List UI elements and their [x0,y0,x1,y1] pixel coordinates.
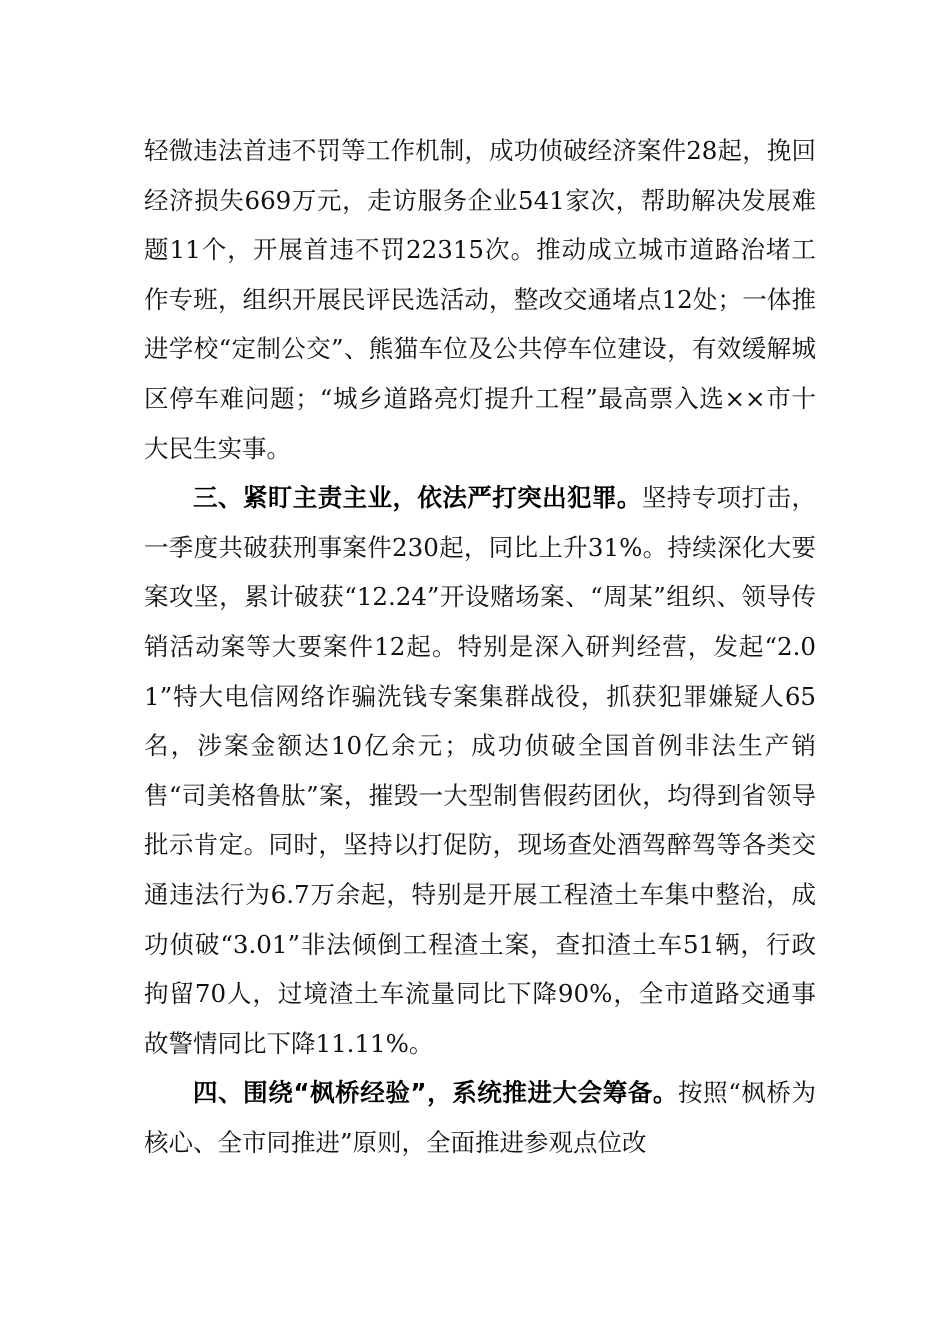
paragraph-2-text: 坚持专项打击，一季度共破获刑事案件230起，同比上升31%。持续深化大要案攻坚，累计破获“12.24”开设赌场案、“周某”组织、领导传销活动案等大要案件12起。特别是深入研判经营，发起“2.01”特大电信网络诈骗洗钱专案集群战役，抓获犯罪嫌疑人65名，涉案金额达10亿余元；成功侦破全国首例非法生产销售“司美格鲁肽”案，摧毁一大型制售假药团伙，均得到省领导批示肯定。同时，坚持以打促防，现场查处酒驾醉驾等各类交通违法行为6.7万余起，特别是开展工程渣土车集中整治，成功侦破“3.01”非法倾倒工程渣土案，查扣渣土车51辆，行政拘留70人，过境渣土车流量同比下降90%，全市道路交通事故警情同比下降11.11%。 [144,483,816,1058]
paragraph-1-text: 轻微违法首违不罚等工作机制，成功侦破经济案件28起，挽回经济损失669万元，走访服务企业541家次，帮助解决发展难题11个，开展首违不罚22315次。推动成立城市道路治堵工作专班，组织开展民评民选活动，整改交通堵点12处；一体推进学校“定制公交”、熊猫车位及公共停车位建设，有效缓解城区停车难问题；“城乡道路亮灯提升工程”最高票入选××市十大民生实事。 [144,136,816,463]
paragraph-2 [144,473,816,1068]
paragraph-3 [144,1068,816,1167]
paragraph-3-text: 按照“枫桥为核心、全市同推进”原则，全面推进参观点位改 [144,1078,816,1157]
section-heading-4: 四、围绕“枫桥经验”，系统推进大会筹备。 [193,1078,679,1108]
paragraph-1 [144,126,816,473]
section-heading-3: 三、紧盯主责主业，依法严打突出犯罪。 [193,483,642,513]
document-page [144,126,816,1167]
